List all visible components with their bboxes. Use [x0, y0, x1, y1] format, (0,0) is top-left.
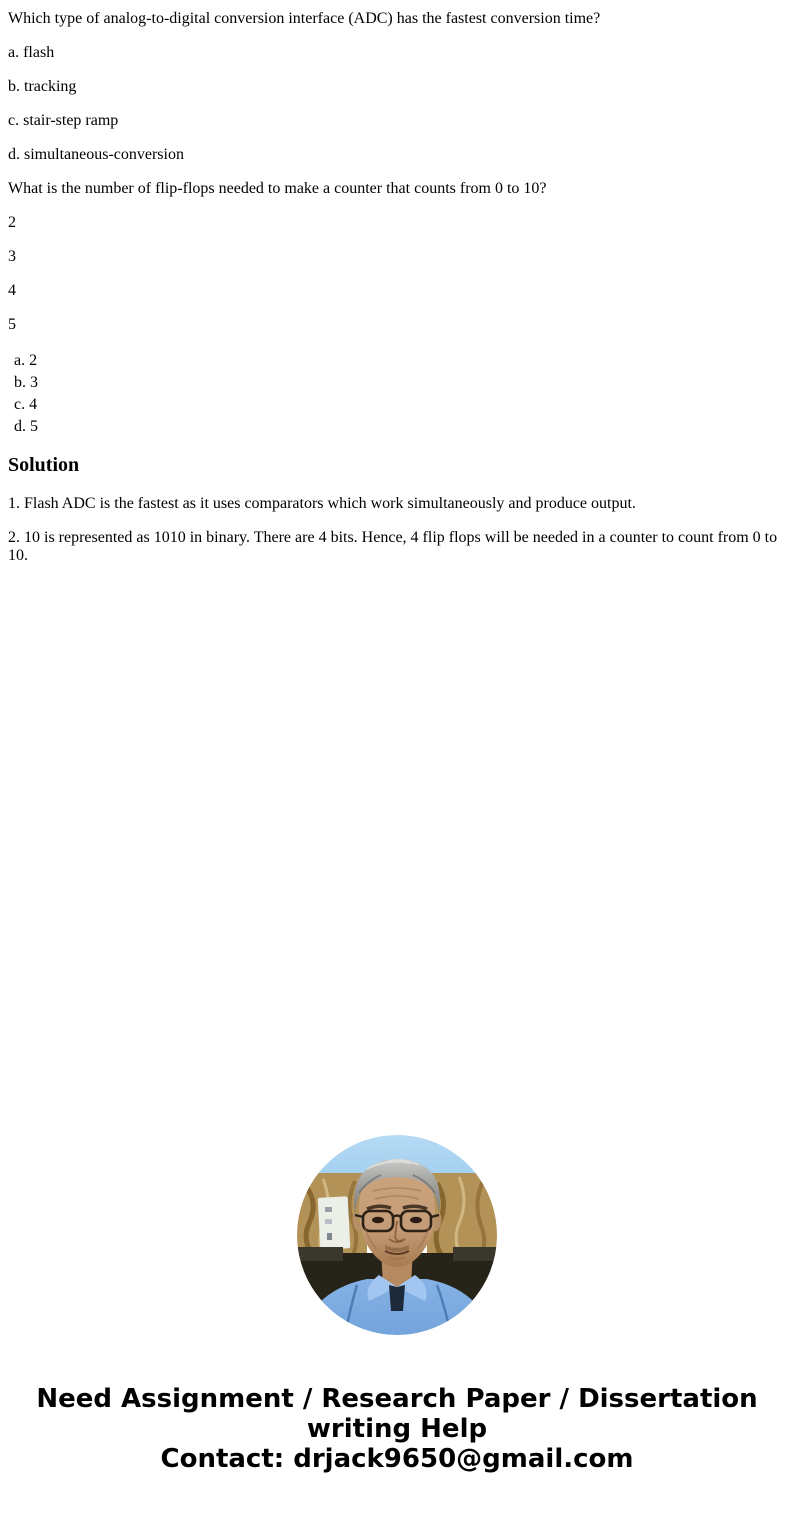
promo-contact-email: Contact: drjack9650@gmail.com [160, 1444, 634, 1474]
promo-heading: Need Assignment / Research Paper / Dissertation writing Help [36, 1384, 758, 1444]
question2-plain-option-1: 2 [8, 214, 16, 231]
solution-point-1: 1. Flash ADC is the fastest as it uses comparators which work simultaneously and produce output. [8, 495, 636, 512]
solution-point-2: 2. 10 is represented as 1010 in binary. There are 4 bits. Hence, 4 flip flops will be needed in a counter to count from 0 to 10. [8, 529, 778, 564]
question2-plain-option-3: 4 [8, 282, 16, 299]
question1-option-b: b. tracking [8, 78, 77, 95]
question2-lettered-option-c: c. 4 [14, 396, 38, 413]
question1-option-d: d. simultaneous-conversion [8, 146, 184, 163]
question2-lettered-option-d: d. 5 [14, 418, 38, 435]
promo-footer [8, 1384, 786, 1474]
question1-option-c: c. stair-step ramp [8, 112, 119, 129]
question1-option-a: a. flash [8, 44, 55, 61]
solution-heading: Solution [8, 454, 80, 476]
question2-lettered-option-b: b. 3 [14, 374, 38, 391]
question2-lettered-option-a: a. 2 [14, 352, 38, 369]
question2-plain-option-4: 5 [8, 316, 16, 333]
question2-lettered-options [8, 350, 786, 438]
profile-photo [297, 1135, 497, 1335]
question2-text: What is the number of flip-flops needed to make a counter that counts from 0 to 10? [8, 180, 547, 197]
question1-text: Which type of analog-to-digital conversion interface (ADC) has the fastest conversion time? [8, 10, 601, 27]
profile-photo-image [297, 1135, 497, 1335]
question2-plain-option-2: 3 [8, 248, 16, 265]
